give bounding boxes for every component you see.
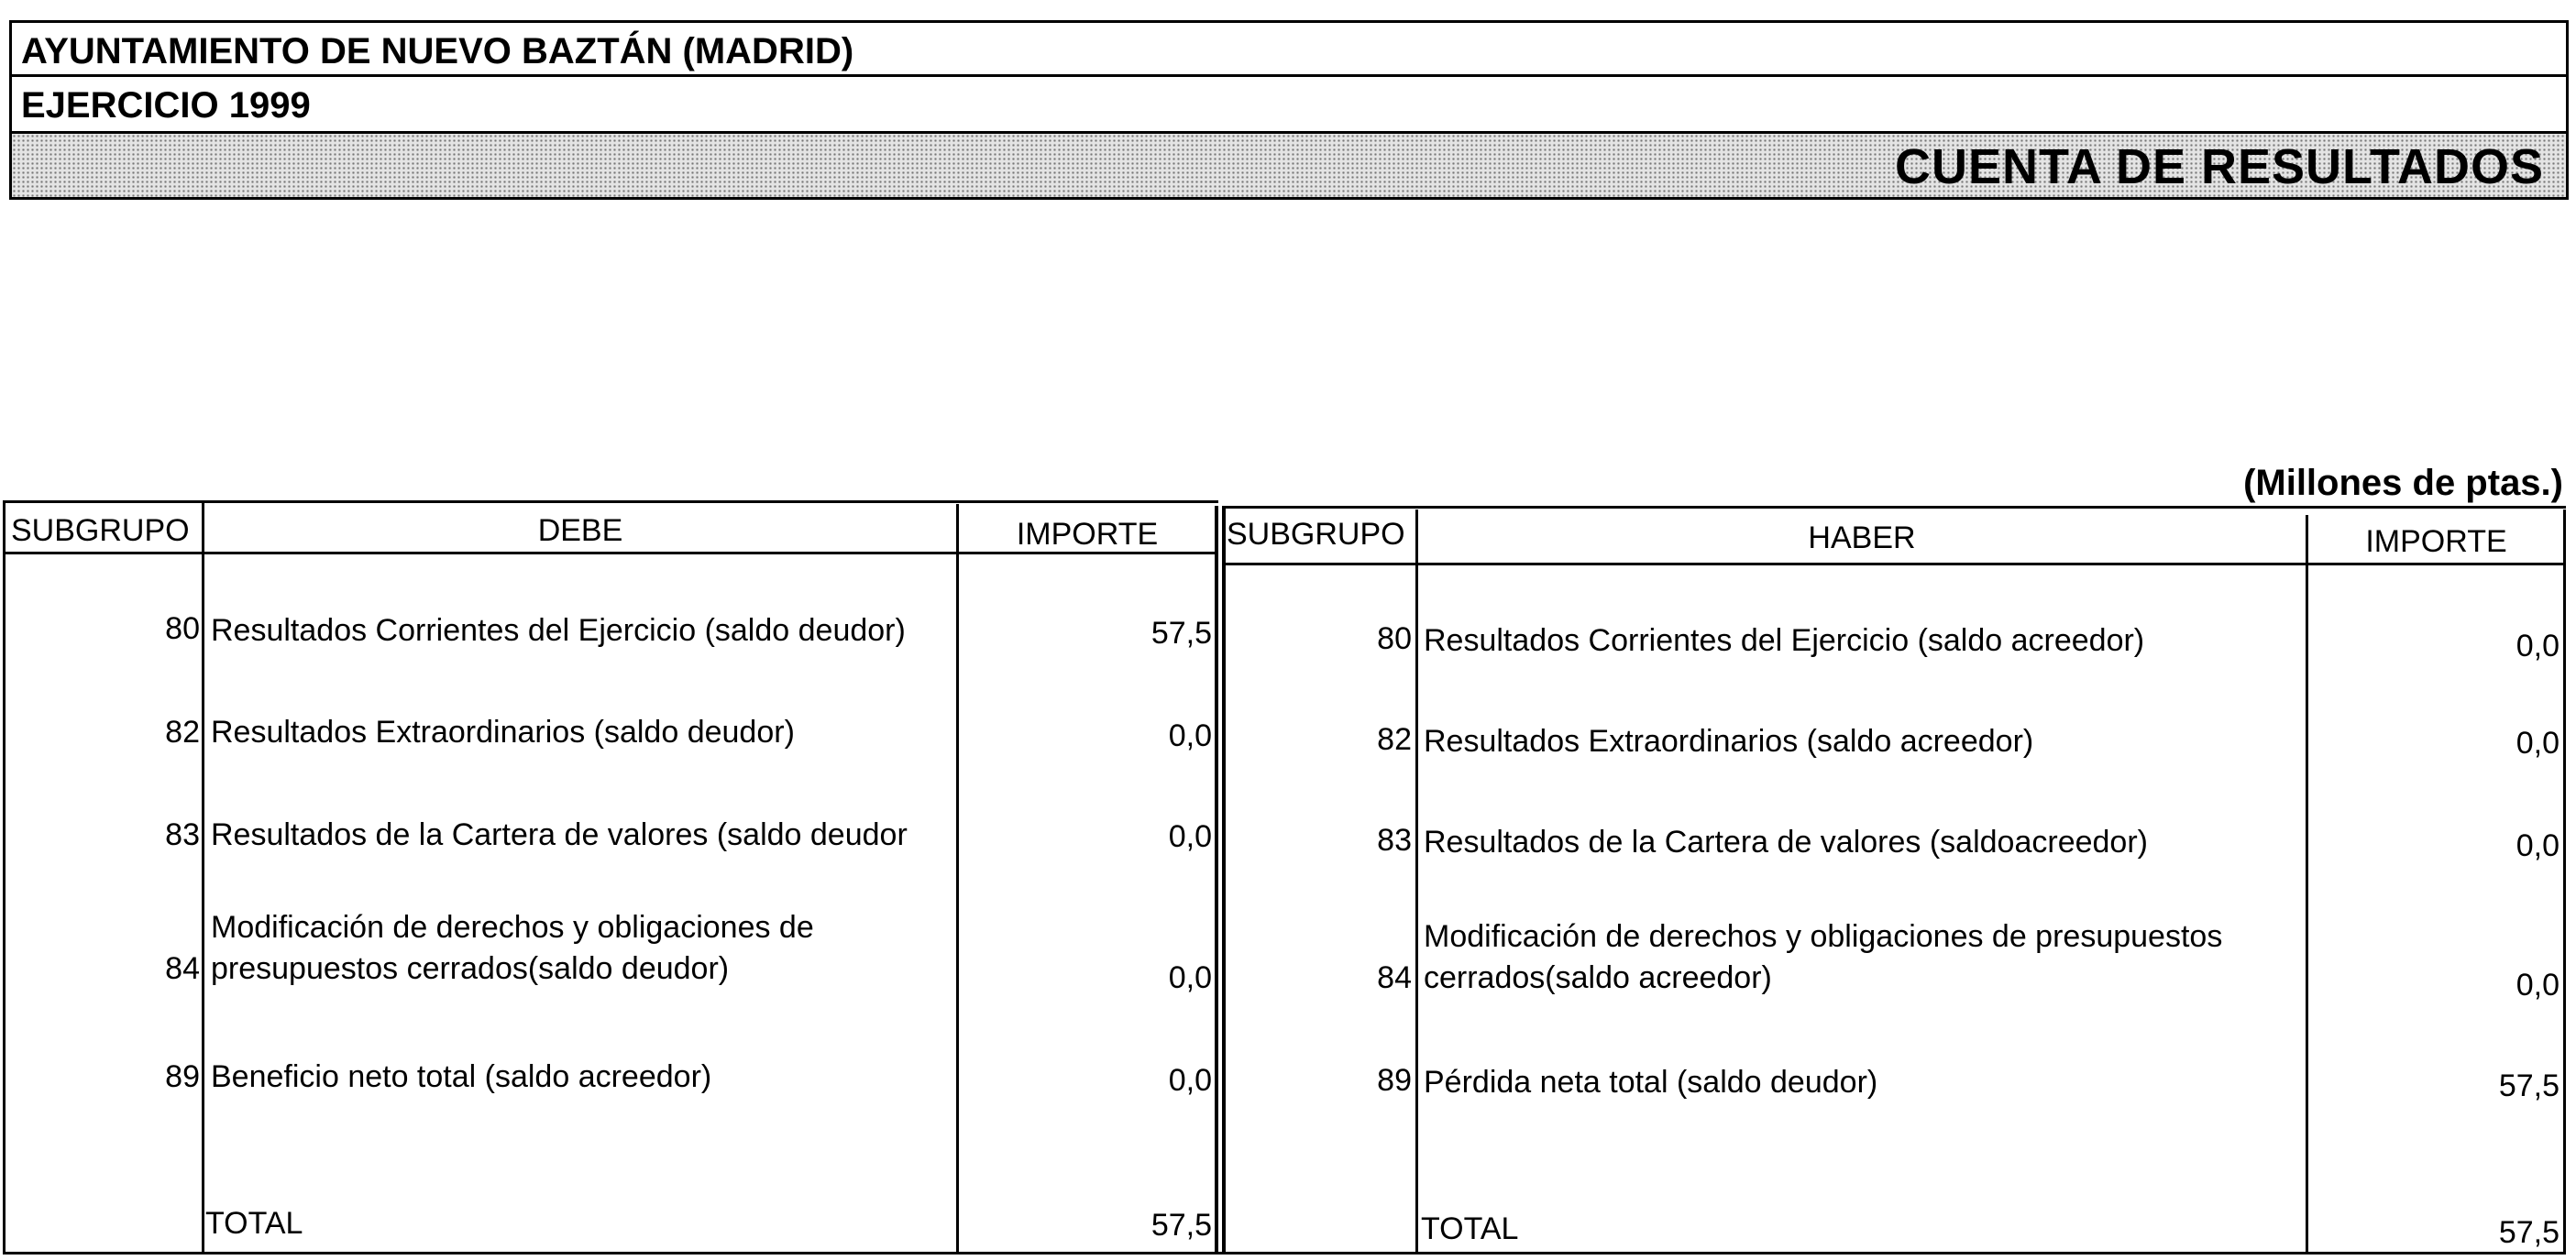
haber-total-label: TOTAL [1421,1211,1519,1246]
header-year-row [9,77,2569,134]
debe-concept-header: DEBE [537,513,623,548]
haber-code: 80 [1377,621,1412,656]
haber-amount: 0,0 [2515,629,2559,663]
debe-code: 83 [165,817,200,852]
haber-concept: Resultados Corrientes del Ejercicio (saldo acreedor) [1424,623,2145,658]
debe-amount-header: IMPORTE [1016,517,1159,552]
header-organization-row [9,20,2569,77]
haber-code: 82 [1377,722,1412,757]
debe-total-amount: 57,5 [1150,1208,1212,1243]
debe-total-label: TOTAL [205,1206,303,1241]
haber-concept: Pérdida neta total (saldo deudor) [1424,1065,1878,1100]
haber-amount: 0,0 [2515,968,2559,1003]
haber-amount: 57,5 [2498,1068,2559,1103]
haber-amount: 0,0 [2515,828,2559,863]
debe-amount: 0,0 [1168,718,1212,753]
haber-code: 84 [1377,960,1412,995]
haber-code: 83 [1377,823,1412,858]
debe-amount: 0,0 [1168,960,1212,995]
year-label: EJERCICIO 1999 [21,85,311,126]
header-report-title-row [9,134,2569,200]
debe-concept: Resultados Extraordinarios (saldo deudor) [211,715,795,750]
debe-amount: 0,0 [1168,819,1212,854]
haber-code: 89 [1377,1063,1412,1098]
haber-concept: Resultados Extraordinarios (saldo acreedor) [1424,724,2034,759]
debe-concept-line1: Modificación de derechos y obligaciones de [211,910,814,945]
debe-code: 84 [165,951,200,986]
debe-code: 82 [165,715,200,750]
organization-title: AYUNTAMIENTO DE NUEVO BAZTÁN (MADRID) [21,31,854,71]
debe-subgroup-header: SUBGRUPO [11,513,190,548]
debe-code: 89 [165,1059,200,1094]
haber-subgroup-header: SUBGRUPO [1227,517,1405,552]
debe-amount: 0,0 [1168,1063,1212,1098]
units-note: (Millones de ptas.) [2243,463,2563,503]
debe-code: 80 [165,611,200,646]
debe-amount: 57,5 [1150,616,1212,651]
haber-concept-line2: cerrados(saldo acreedor) [1424,960,1772,995]
haber-concept-line1: Modificación de derechos y obligaciones de presupuestos [1424,919,2223,954]
debe-concept: Resultados de la Cartera de valores (saldo deudor [211,817,908,852]
haber-concept: Resultados de la Cartera de valores (saldoacreedor) [1424,825,2148,860]
debe-concept: Resultados Corrientes del Ejercicio (saldo deudor) [211,613,906,648]
debe-concept-line2: presupuestos cerrados(saldo deudor) [211,951,730,986]
haber-total-amount: 57,5 [2498,1215,2559,1250]
haber-concept-header: HABER [1808,520,1916,555]
haber-amount: 0,0 [2515,726,2559,761]
haber-amount-header: IMPORTE [2365,524,2507,559]
report-title: CUENTA DE RESULTADOS [1895,139,2544,194]
debe-concept: Beneficio neto total (saldo acreedor) [211,1059,712,1094]
